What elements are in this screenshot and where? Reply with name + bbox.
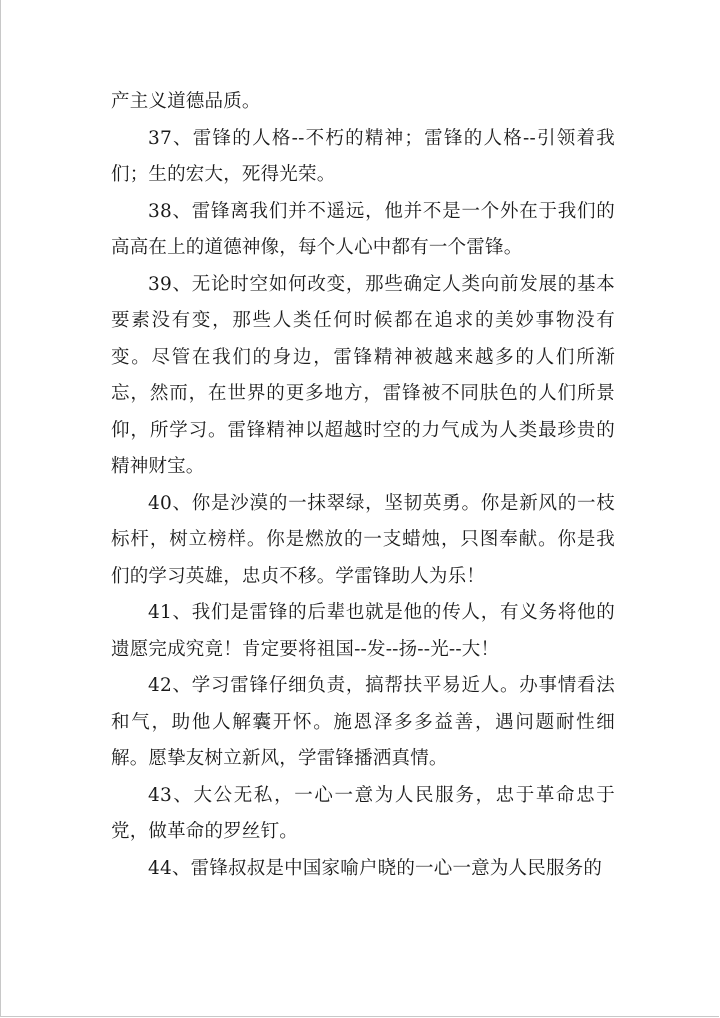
- paragraph-continuation: 产主义道德品质。: [111, 91, 261, 112]
- paragraph-40: 40、你是沙漠的一抹翠绿，坚韧英勇。你是新风的一枝标杆，树立榜样。你是燃放的一支蜡烛，只图奉献。你是我们的学习英雄，忠贞不移。学雷锋助人为乐！: [111, 492, 615, 587]
- paragraph-38: 38、雷锋离我们并不遥远，他并不是一个外在于我们的高高在上的道德神像，每个人心中都有一个雷锋。: [111, 200, 615, 258]
- paragraph-44: 44、雷锋叔叔是中国家喻户晓的一心一意为人民服务的: [148, 857, 603, 879]
- paragraph-42: 42、学习雷锋仔细负责，搞帮扶平易近人。办事情看法和气，助他人解囊开怀。施恩泽多多益善，遇问题耐性细解。愿挚友树立新风，学雷锋播洒真情。: [111, 675, 615, 769]
- paragraph-41: 41、我们是雷锋的后辈也就是他的传人，有义务将他的遗愿完成究竟！肯定要将祖国--发--扬--光--大！: [111, 602, 615, 660]
- paragraph-39: 39、无论时空如何改变，那些确定人类向前发展的基本要素没有变，那些人类任何时候都在追求的美妙事物没有变。尽管在我们的身边，雷锋精神被越来越多的人们所渐忘，然而，在世界的更多地方，雷锋被不同肤色的人们所景仰，所学习。雷锋精神以超越时空的力气成为人类最珍贵的精神财宝。: [111, 273, 615, 477]
- paragraph-43: 43、大公无私，一心一意为人民服务，忠于革命忠于党，做革命的罗丝钉。: [111, 784, 615, 842]
- paragraph-37: 37、雷锋的人格--不朽的精神；雷锋的人格--引领着我们；生的宏大，死得光荣。: [111, 127, 615, 185]
- document-body: [111, 84, 615, 887]
